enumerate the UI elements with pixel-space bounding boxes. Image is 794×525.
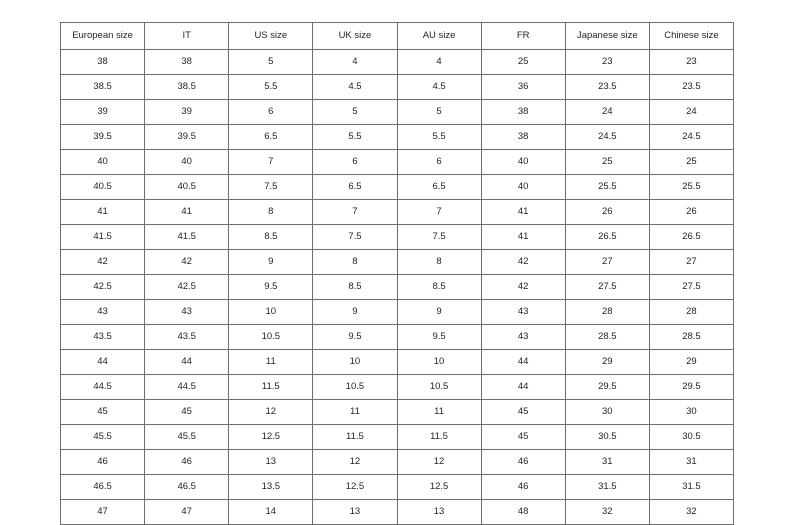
cell-chinese-size: 28.5 [649,325,733,350]
cell-us-size: 6 [229,100,313,125]
cell-it: 43.5 [145,325,229,350]
cell-chinese-size: 31 [649,450,733,475]
cell-european-size: 39.5 [61,125,145,150]
cell-uk-size: 6 [313,150,397,175]
table-row [61,400,734,425]
column-header-uk-size: UK size [313,23,397,50]
cell-au-size: 10.5 [397,375,481,400]
cell-chinese-size: 31.5 [649,475,733,500]
cell-japanese-size: 27 [565,250,649,275]
cell-fr: 46 [481,475,565,500]
column-header-fr: FR [481,23,565,50]
cell-european-size: 38 [61,50,145,75]
cell-uk-size: 12 [313,450,397,475]
column-header-chinese-size: Chinese size [649,23,733,50]
cell-chinese-size: 23 [649,50,733,75]
cell-uk-size: 10.5 [313,375,397,400]
cell-japanese-size: 29.5 [565,375,649,400]
cell-fr: 46 [481,450,565,475]
cell-au-size: 7.5 [397,225,481,250]
table-row [61,325,734,350]
cell-japanese-size: 32 [565,500,649,525]
table-row [61,350,734,375]
table-row [61,75,734,100]
cell-japanese-size: 28.5 [565,325,649,350]
table-row [61,500,734,525]
cell-japanese-size: 25 [565,150,649,175]
cell-uk-size: 9 [313,300,397,325]
cell-it: 41 [145,200,229,225]
cell-japanese-size: 24 [565,100,649,125]
cell-au-size: 9.5 [397,325,481,350]
cell-au-size: 11 [397,400,481,425]
cell-us-size: 7.5 [229,175,313,200]
cell-au-size: 7 [397,200,481,225]
cell-au-size: 11.5 [397,425,481,450]
cell-european-size: 46.5 [61,475,145,500]
cell-uk-size: 13 [313,500,397,525]
cell-it: 40.5 [145,175,229,200]
cell-european-size: 44 [61,350,145,375]
table-row [61,375,734,400]
column-header-it: IT [145,23,229,50]
cell-it: 45.5 [145,425,229,450]
cell-au-size: 5 [397,100,481,125]
cell-fr: 43 [481,325,565,350]
table-row [61,300,734,325]
cell-au-size: 8.5 [397,275,481,300]
cell-japanese-size: 23.5 [565,75,649,100]
cell-it: 45 [145,400,229,425]
size-conversion-table-container [60,22,734,525]
cell-european-size: 41 [61,200,145,225]
cell-it: 44 [145,350,229,375]
cell-au-size: 13 [397,500,481,525]
cell-us-size: 9.5 [229,275,313,300]
cell-uk-size: 11.5 [313,425,397,450]
cell-us-size: 12.5 [229,425,313,450]
cell-fr: 48 [481,500,565,525]
cell-it: 38.5 [145,75,229,100]
cell-european-size: 44.5 [61,375,145,400]
cell-us-size: 6.5 [229,125,313,150]
cell-au-size: 8 [397,250,481,275]
table-row [61,425,734,450]
cell-european-size: 45 [61,400,145,425]
cell-us-size: 7 [229,150,313,175]
cell-uk-size: 5.5 [313,125,397,150]
cell-us-size: 8 [229,200,313,225]
cell-european-size: 42 [61,250,145,275]
cell-us-size: 9 [229,250,313,275]
cell-japanese-size: 31 [565,450,649,475]
cell-uk-size: 12.5 [313,475,397,500]
cell-fr: 44 [481,375,565,400]
cell-au-size: 6 [397,150,481,175]
cell-us-size: 14 [229,500,313,525]
column-header-european-size: European size [61,23,145,50]
cell-it: 40 [145,150,229,175]
cell-european-size: 46 [61,450,145,475]
cell-japanese-size: 24.5 [565,125,649,150]
cell-chinese-size: 24.5 [649,125,733,150]
cell-it: 46.5 [145,475,229,500]
cell-chinese-size: 28 [649,300,733,325]
table-row [61,450,734,475]
cell-european-size: 45.5 [61,425,145,450]
cell-us-size: 13.5 [229,475,313,500]
cell-it: 38 [145,50,229,75]
cell-chinese-size: 23.5 [649,75,733,100]
cell-european-size: 40 [61,150,145,175]
cell-us-size: 10 [229,300,313,325]
cell-uk-size: 6.5 [313,175,397,200]
cell-japanese-size: 25.5 [565,175,649,200]
column-header-au-size: AU size [397,23,481,50]
cell-japanese-size: 30.5 [565,425,649,450]
table-row [61,225,734,250]
cell-european-size: 41.5 [61,225,145,250]
cell-japanese-size: 29 [565,350,649,375]
cell-it: 42.5 [145,275,229,300]
table-row [61,50,734,75]
cell-us-size: 5 [229,50,313,75]
cell-it: 39 [145,100,229,125]
cell-european-size: 42.5 [61,275,145,300]
cell-chinese-size: 25 [649,150,733,175]
cell-fr: 25 [481,50,565,75]
cell-chinese-size: 26 [649,200,733,225]
cell-chinese-size: 30 [649,400,733,425]
column-header-us-size: US size [229,23,313,50]
cell-fr: 42 [481,275,565,300]
cell-japanese-size: 23 [565,50,649,75]
cell-chinese-size: 27.5 [649,275,733,300]
cell-chinese-size: 29 [649,350,733,375]
cell-fr: 45 [481,425,565,450]
cell-uk-size: 11 [313,400,397,425]
cell-chinese-size: 30.5 [649,425,733,450]
cell-fr: 45 [481,400,565,425]
cell-fr: 42 [481,250,565,275]
cell-uk-size: 4.5 [313,75,397,100]
table-header [61,23,734,50]
cell-uk-size: 9.5 [313,325,397,350]
cell-us-size: 10.5 [229,325,313,350]
cell-chinese-size: 32 [649,500,733,525]
cell-uk-size: 5 [313,100,397,125]
cell-it: 47 [145,500,229,525]
table-header-row [61,23,734,50]
table-body [61,50,734,525]
cell-chinese-size: 26.5 [649,225,733,250]
cell-japanese-size: 27.5 [565,275,649,300]
cell-european-size: 40.5 [61,175,145,200]
cell-it: 46 [145,450,229,475]
table-row [61,150,734,175]
cell-us-size: 11 [229,350,313,375]
cell-it: 42 [145,250,229,275]
cell-it: 41.5 [145,225,229,250]
table-row [61,475,734,500]
cell-fr: 43 [481,300,565,325]
cell-japanese-size: 30 [565,400,649,425]
cell-au-size: 12.5 [397,475,481,500]
cell-fr: 41 [481,200,565,225]
cell-uk-size: 4 [313,50,397,75]
cell-fr: 40 [481,150,565,175]
cell-european-size: 43.5 [61,325,145,350]
cell-us-size: 8.5 [229,225,313,250]
table-row [61,200,734,225]
cell-au-size: 12 [397,450,481,475]
cell-japanese-size: 31.5 [565,475,649,500]
table-row [61,175,734,200]
cell-european-size: 43 [61,300,145,325]
cell-us-size: 13 [229,450,313,475]
cell-uk-size: 10 [313,350,397,375]
cell-uk-size: 7 [313,200,397,225]
cell-fr: 36 [481,75,565,100]
cell-chinese-size: 25.5 [649,175,733,200]
cell-fr: 38 [481,125,565,150]
cell-chinese-size: 27 [649,250,733,275]
cell-japanese-size: 26.5 [565,225,649,250]
cell-au-size: 6.5 [397,175,481,200]
cell-au-size: 4 [397,50,481,75]
cell-chinese-size: 24 [649,100,733,125]
cell-au-size: 4.5 [397,75,481,100]
cell-us-size: 11.5 [229,375,313,400]
column-header-japanese-size: Japanese size [565,23,649,50]
cell-fr: 40 [481,175,565,200]
cell-au-size: 9 [397,300,481,325]
cell-us-size: 5.5 [229,75,313,100]
size-conversion-table [60,22,734,525]
cell-european-size: 39 [61,100,145,125]
cell-chinese-size: 29.5 [649,375,733,400]
cell-european-size: 47 [61,500,145,525]
cell-european-size: 38.5 [61,75,145,100]
cell-japanese-size: 26 [565,200,649,225]
table-row [61,125,734,150]
cell-fr: 38 [481,100,565,125]
cell-us-size: 12 [229,400,313,425]
cell-uk-size: 8 [313,250,397,275]
cell-uk-size: 8.5 [313,275,397,300]
cell-it: 43 [145,300,229,325]
cell-au-size: 10 [397,350,481,375]
cell-it: 39.5 [145,125,229,150]
table-row [61,100,734,125]
cell-fr: 44 [481,350,565,375]
cell-japanese-size: 28 [565,300,649,325]
table-row [61,250,734,275]
cell-uk-size: 7.5 [313,225,397,250]
cell-it: 44.5 [145,375,229,400]
table-row [61,275,734,300]
cell-au-size: 5.5 [397,125,481,150]
cell-fr: 41 [481,225,565,250]
